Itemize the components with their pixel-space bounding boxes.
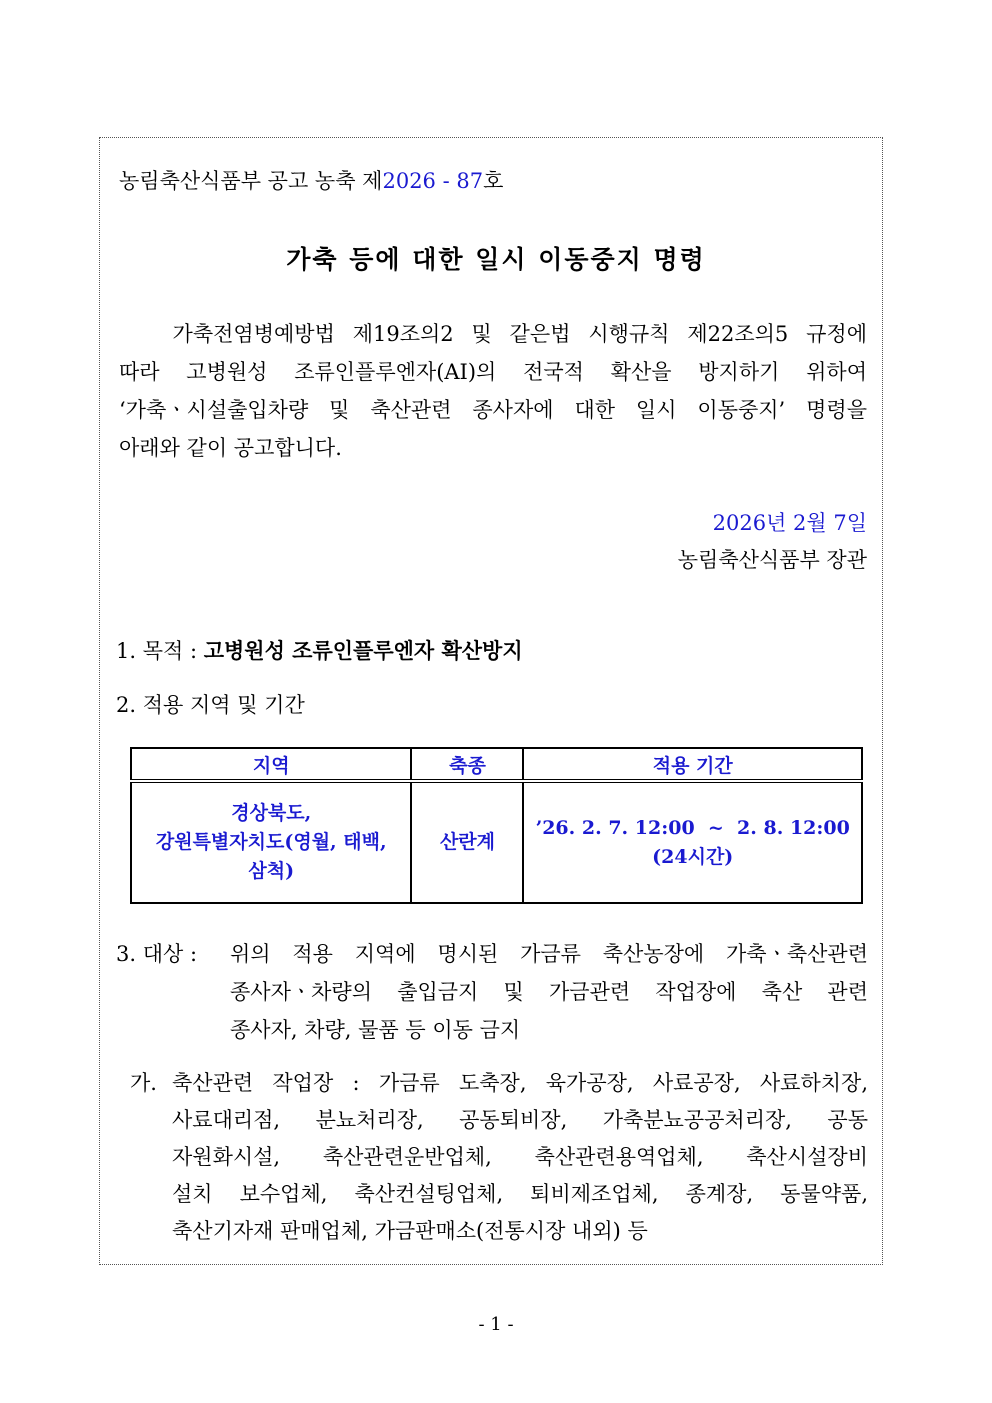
section-area-period: 2. 적용 지역 및 기간 <box>116 693 305 717</box>
header-region: 지역 <box>131 748 411 781</box>
target-line: 종사자, 차량, 물품 등 이동 금지 <box>230 1018 521 1042</box>
page-number: - 1 - <box>478 1314 514 1335</box>
section-purpose <box>116 635 523 665</box>
subsection-first-line: 축산관련 작업장 : 가금류 도축장, 육가공장, 사료공장, 사료하치장, <box>172 1071 868 1095</box>
header-period: 적용 기간 <box>523 748 862 781</box>
section-purpose-value: 고병원성 조류인플루엔자 확산방지 <box>203 638 523 663</box>
notice-suffix: 호 <box>483 169 504 193</box>
cell-region <box>131 781 411 903</box>
intro-paragraph <box>119 315 867 467</box>
notice-number-value: 2026 - 87 <box>382 169 484 193</box>
region-line: 삼척) <box>248 860 295 882</box>
intro-line: 따라 고병원성 조류인플루엔자(AI)의 전국적 확산을 방지하기 위하여 <box>119 360 867 384</box>
subsection-label: 가. <box>130 1071 157 1095</box>
subsection-line: 축산기자재 판매업체, 가금판매소(전통시장 내외) 등 <box>172 1219 648 1243</box>
minister-signature: 농림축산식품부 장관 <box>677 548 867 572</box>
table-row <box>131 781 862 903</box>
cell-period <box>523 781 862 903</box>
subsection-body <box>172 1102 868 1250</box>
target-line: 위의 적용 지역에 명시된 가금류 축산농장에 가축ㆍ축산관련 <box>230 942 868 966</box>
section-purpose-label: 1. 목적 : <box>116 639 204 663</box>
intro-line: 아래와 같이 공고합니다. <box>119 436 342 460</box>
notice-date: 2026년 2월 7일 <box>712 511 867 535</box>
region-line: 경상북도, <box>231 802 312 824</box>
section-target-label: 3. 대상 : <box>116 942 198 966</box>
subsection-line: 설치 보수업체, 축산컨설팅업체, 퇴비제조업체, 종계장, 동물약품, <box>172 1182 868 1206</box>
period-line: (24시간) <box>652 845 734 868</box>
notice-number <box>119 165 503 195</box>
page-title: 가축 등에 대한 일시 이동중지 명령 <box>286 245 706 274</box>
period-line: ’26. 2. 7. 12:00 ~ 2. 8. 12:00 <box>535 816 850 839</box>
subsection-line: 자원화시설, 축산관련운반업체, 축산관련용역업체, 축산시설장비 <box>172 1145 868 1169</box>
header-species: 축종 <box>411 748 523 781</box>
section-target-body <box>230 935 868 1049</box>
table-header-row <box>131 748 862 781</box>
notice-prefix: 농림축산식품부 공고 농축 제 <box>119 169 383 193</box>
target-line: 종사자ㆍ차량의 출입금지 및 가금관련 작업장에 축산 관련 <box>230 980 868 1004</box>
region-line: 강원특별자치도(영월, 태백, <box>155 831 387 853</box>
intro-line: 가축전염병예방법 제19조의2 및 같은법 시행규칙 제22조의5 규정에 <box>119 322 867 346</box>
intro-line: ‘가축ㆍ시설출입차량 및 축산관련 종사자에 대한 일시 이동중지’ 명령을 <box>119 398 867 422</box>
cell-species: 산란계 <box>411 781 523 903</box>
subsection-line: 사료대리점, 분뇨처리장, 공동퇴비장, 가축분뇨공공처리장, 공동 <box>172 1108 868 1132</box>
area-table <box>130 747 863 904</box>
